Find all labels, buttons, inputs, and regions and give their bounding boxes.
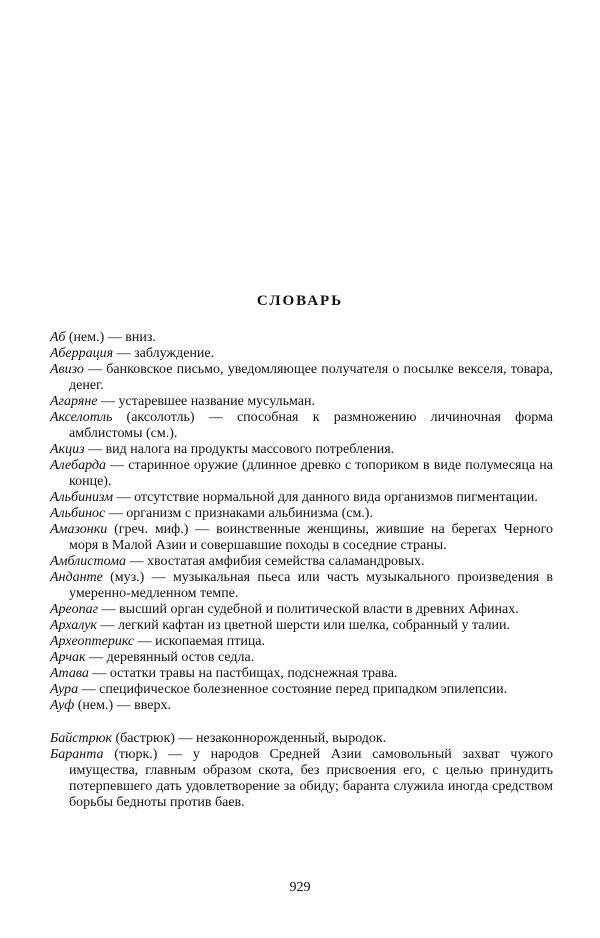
entry-term: Агаряне [50, 394, 98, 409]
entry-definition: — заблуждение. [116, 346, 215, 361]
dictionary-entry [50, 731, 553, 747]
entry-definition: (нем.) — вверх. [77, 698, 171, 713]
entry-term: Амблистома [50, 554, 127, 569]
dictionary-entry [50, 490, 553, 506]
dictionary-entry [50, 506, 553, 522]
entry-definition: — деревянный остов седла. [89, 650, 255, 665]
dictionary-entry [50, 522, 553, 554]
entry-definition: — легкий кафтан из цветной шерсти или шелка, собранный у талии. [100, 618, 511, 633]
entry-term: Аура [50, 682, 79, 697]
entry-definition: — устаревшее название мусульман. [101, 394, 315, 409]
entry-definition: (аксолотль) — способная к размножению личиночная форма амблистомы (см.). [69, 410, 553, 441]
dictionary-entry [50, 442, 553, 458]
page-title: СЛОВАРЬ [256, 293, 344, 309]
entry-definition: (муз.) — музыкальная пьеса или часть музыкального произведения в умеренно-медленном темпе. [69, 570, 554, 601]
entry-term: Авизо [50, 362, 84, 377]
dictionary-entry [50, 618, 553, 634]
entry-definition: (нем.) — вниз. [68, 330, 156, 345]
entry-definition: — отсутствие нормальной для данного вида организмов пигментации. [116, 490, 538, 505]
entry-definition: — организм с признаками альбинизма (см.). [108, 506, 373, 521]
dictionary-entry [50, 410, 553, 442]
entry-term: Акселотль [50, 410, 113, 425]
entry-definition: — вид налога на продукты массового потребления. [88, 442, 395, 457]
dictionary-entry [50, 346, 553, 362]
entry-term: Ауф [50, 698, 75, 713]
dictionary-entry [50, 682, 553, 698]
entry-definition: — хвостатая амфибия семейства саламандровых. [129, 554, 425, 569]
entry-term: Атава [50, 666, 89, 681]
dictionary-entry [50, 330, 553, 346]
entry-term: Археоптерикс [50, 634, 135, 649]
dictionary-entry [50, 747, 553, 811]
entry-term: Аберрация [50, 346, 114, 361]
dictionary-entries [50, 330, 553, 811]
dictionary-entry [50, 634, 553, 650]
entry-term: Ареопаг [50, 602, 99, 617]
entry-term: Баранта [50, 747, 104, 762]
entry-definition: — высший орган судебной и политической власти в древних Афинах. [101, 602, 519, 617]
entry-term: Амазонки [50, 522, 108, 537]
section-divider [50, 714, 553, 731]
entry-definition: — остатки травы на пастбищах, подснежная трава. [92, 666, 398, 681]
entry-definition: — старинное оружие (длинное древко с топориком в виде полумесяца на конце). [69, 458, 553, 489]
entry-definition: (тюрк.) — у народов Средней Азии самовольный захват чужого имущества, главным образом скота, без присвоения его, с целью принудить потерпевшего дать удовлетворение за обиду; баранта служила иногда средством борьбы бедноты против баев. [69, 747, 553, 810]
entry-term: Акциз [50, 442, 85, 457]
dictionary-entry [50, 650, 553, 666]
entry-definition: — ископаемая птица. [137, 634, 266, 649]
entry-term: Аб [50, 330, 66, 345]
dictionary-entry [50, 362, 553, 394]
dictionary-entry [50, 666, 553, 682]
entry-definition: (бастрюк) — незаконнорожденный, выродок. [115, 731, 387, 746]
dictionary-entry [50, 570, 553, 602]
dictionary-entry [50, 458, 553, 490]
dictionary-entry [50, 394, 553, 410]
dictionary-entry [50, 698, 553, 714]
entry-term: Альбинизм [50, 490, 114, 505]
entry-definition: — банковское письмо, уведомляющее получателя о посылке векселя, товара, денег. [69, 362, 554, 393]
entry-term: Арчак [50, 650, 86, 665]
entry-definition: (греч. миф.) — воинственные женщины, жившие на берегах Черного моря в Малой Азии и совершавшие походы в соседние страны. [69, 522, 553, 553]
entry-definition: — специфическое болезненное состояние перед припадком эпилепсии. [81, 682, 508, 697]
entry-term: Анданте [50, 570, 103, 585]
entry-term: Альбинос [50, 506, 106, 521]
dictionary-entry [50, 602, 553, 618]
page-number: 929 [289, 880, 311, 895]
entry-term: Алебарда [50, 458, 106, 473]
entry-term: Архалук [50, 618, 97, 633]
entry-term: Байстрюк [50, 731, 113, 746]
dictionary-entry [50, 554, 553, 570]
